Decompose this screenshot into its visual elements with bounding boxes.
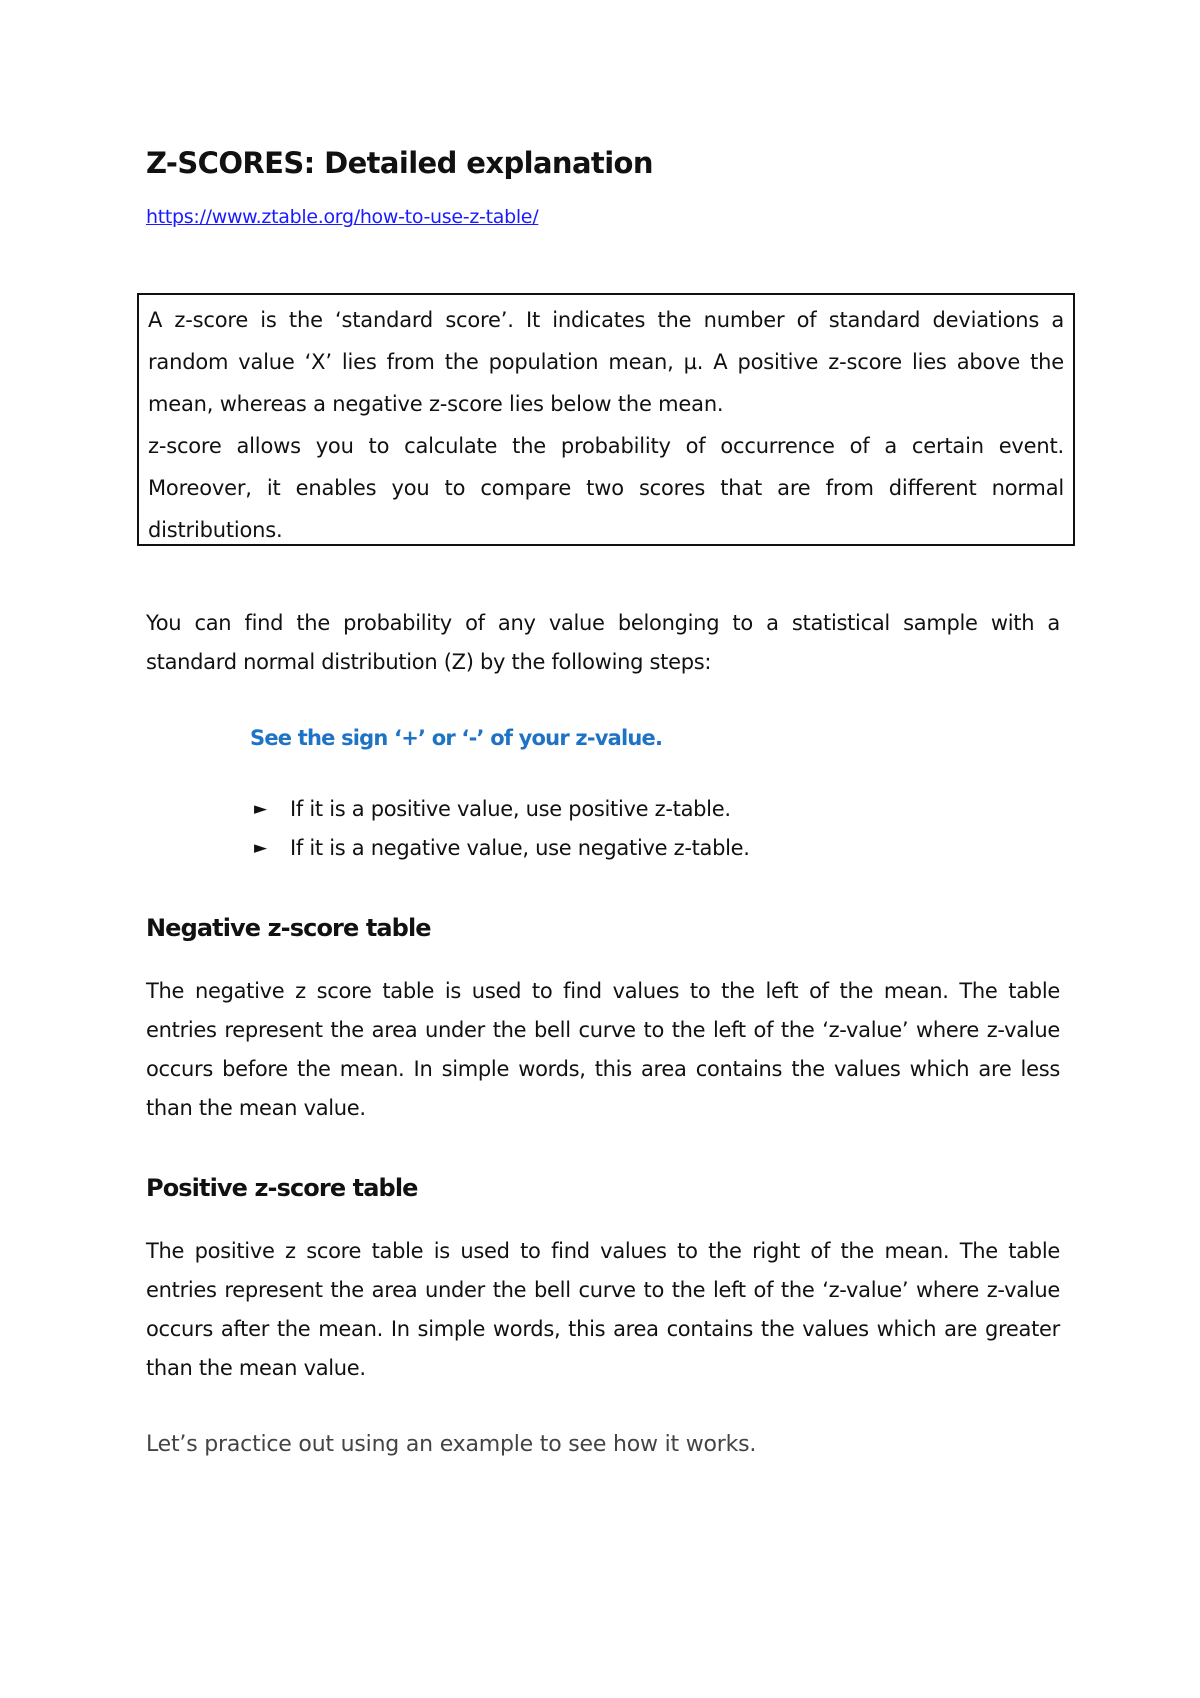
negative-section-body: The negative z score table is used to find values to the left of the mean. The table entries represent the area under the bell curve to the left of the ‘z-value’ where z-value occurs before the mean. In simple words, this area contains the values which are less than the mean value. — [146, 979, 1060, 1120]
steps-list — [254, 790, 750, 868]
intro-paragraph: You can find the probability of any value belonging to a statistical sample with a standard normal distribution (Z) by the following steps: — [146, 611, 1060, 674]
list-item — [254, 790, 750, 829]
list-item-text: If it is a negative value, use negative z-table. — [290, 836, 750, 860]
arrow-bullet-icon: ► — [254, 799, 267, 819]
source-link[interactable]: https://www.ztable.org/how-to-use-z-table/ — [146, 206, 539, 228]
negative-section-heading: Negative z-score table — [146, 914, 431, 942]
definition-paragraph-1: A z-score is the ‘standard score’. It indicates the number of standard deviations a random value ‘X’ lies from the population mean, µ. A positive z-score lies above the mean, whereas a negative z-score lies below the mean. — [148, 308, 1064, 416]
closing-text: Let’s practice out using an example to see how it works. — [146, 1432, 757, 1457]
definition-box — [137, 293, 1075, 546]
list-item-text: If it is a positive value, use positive z-table. — [290, 797, 731, 821]
positive-section-heading: Positive z-score table — [146, 1174, 418, 1202]
steps-heading: See the sign ‘+’ or ‘-’ of your z-value. — [250, 726, 663, 750]
list-item — [254, 829, 750, 868]
arrow-bullet-icon: ► — [254, 838, 267, 858]
positive-section-body: The positive z score table is used to find values to the right of the mean. The table entries represent the area under the bell curve to the left of the ‘z-value’ where z-value occurs after the mean. In simple words, this area contains the values which are greater than the mean value. — [146, 1239, 1060, 1380]
page-title: Z-SCORES: Detailed explanation — [146, 146, 653, 180]
definition-paragraph-2: z-score allows you to calculate the probability of occurrence of a certain event. Moreover, it enables you to compare two scores that are from different normal distributions. — [148, 434, 1064, 542]
